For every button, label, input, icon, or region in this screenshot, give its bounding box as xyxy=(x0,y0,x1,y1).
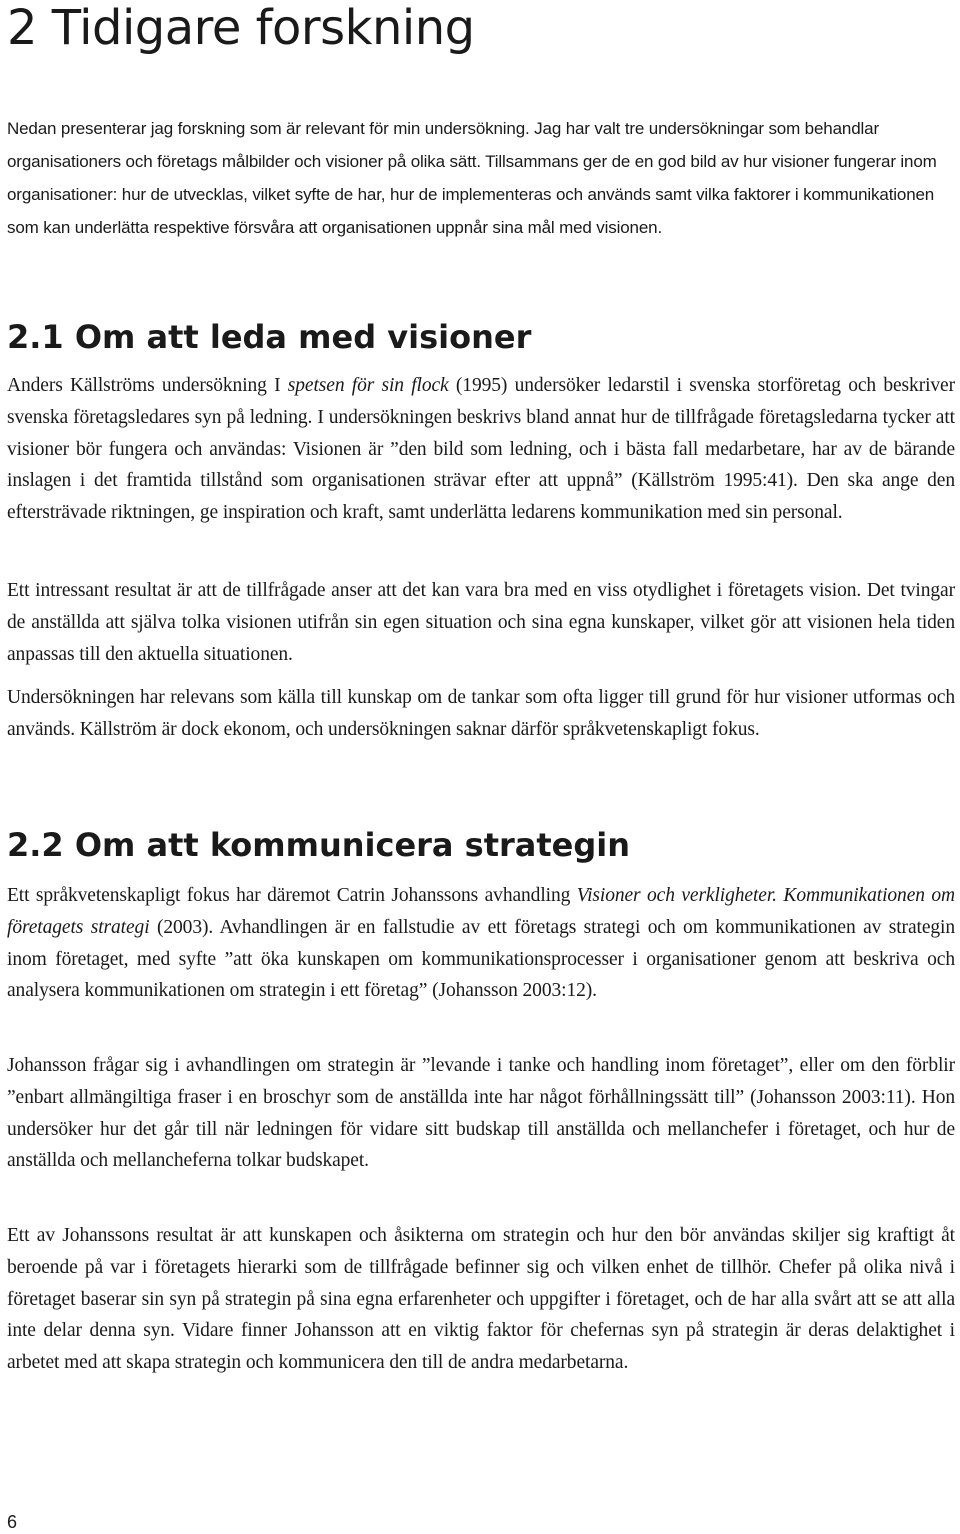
book-title-italic: spetsen för sin flock xyxy=(287,375,449,396)
chapter-title: 2 Tidigare forskning xyxy=(7,0,475,56)
section-title-2-1: 2.1 Om att leda med visioner xyxy=(7,318,532,356)
paragraph-text: (1995) undersöker ledarstil i svenska storföretag och beskriver svenska företagsledares syn på ledning. I undersökningen beskrivs bland annat hur de tillfrågade företagsledarna tycker att visioner bör fungera och användas: Visionen är ”den bild som ledning, och i bästa fall medarbetare, har av de bärande inslagen i det framtida tillstånd som organisationen strävar efter att uppnå” (Källström 1995:41). Den ska ange den eftersträvade riktningen, ge inspiration och kraft, samt underlätta ledarens kommunikation med sin personal. xyxy=(7,375,956,524)
section-2-1-paragraph-3: Undersökningen har relevans som källa till kunskap om de tankar som ofta ligger till grund för hur visioner utformas och används. Källström är dock ekonom, och undersökningen saknar därför språkvetenskapligt fokus. xyxy=(7,687,955,740)
dissertation-title-italic: Visioner och verkligheter. Kommunikationen om företagets strategi xyxy=(7,885,955,938)
paragraph-text: Anders Källströms undersökning I xyxy=(7,375,288,396)
paragraph-text: (2003). Avhandlingen är en fallstudie av ett företags strategi och om kommunikationen av strategin inom företaget, med syfte ”att öka kunskapen om kommunikationsprocesser i organisationer genom att beskriva och analysera kommunikationen om strategin i ett företag” (Johansson 2003:12). xyxy=(7,916,955,1002)
section-2-2-paragraph-1 xyxy=(7,880,955,1007)
section-2-1-paragraph-1 xyxy=(7,370,955,529)
page-number: 6 xyxy=(7,1512,18,1532)
section-2-2-paragraph-3: Ett av Johanssons resultat är att kunskapen och åsikterna om strategin och hur den bör användas skiljer sig kraftigt åt beroende på var i företagets hierarki som de tillfrågade befinner sig och vilken enhet de tillhör. Chefer på olika nivå i företaget baserar sin syn på strategin på sina egna erfarenheter och uppgifter i företaget, och de har alla svårt att se att alla inte delar denna syn. Vidare finner Johansson att en viktig faktor för chefernas syn på strategin är deras delaktighet i arbetet med att skapa strategin och kommunicera den till de andra medarbetarna. xyxy=(7,1225,955,1374)
section-2-1-paragraph-2: Ett intressant resultat är att de tillfrågade anser att det kan vara bra med en viss otydlighet i företagets vision. Det tvingar de anställda att själva tolka visionen utifrån sin egen situation och sina egna kunskaper, vilket gör att visionen hela tiden anpassas till den aktuella situationen. xyxy=(7,580,955,665)
section-title-2-2: 2.2 Om att kommunicera strategin xyxy=(7,826,631,864)
paragraph-text: Ett språkvetenskapligt fokus har däremot Catrin Johanssons avhandling xyxy=(7,885,577,906)
chapter-intro-paragraph: Nedan presenterar jag forskning som är relevant för min undersökning. Jag har valt tre undersökningar som behandlar organisationers och företags målbilder och visioner på olika sätt. Tillsammans ger de en god bild av hur visioner fungerar inom organisationer: hur de utvecklas, vilket syfte de har, hur de implementeras och används samt vilka faktorer i kommunikationen som kan underlätta respektive försvåra att organisationen uppnår sina mål med visionen. xyxy=(7,119,937,237)
section-2-2-paragraph-2: Johansson frågar sig i avhandlingen om strategin är ”levande i tanke och handling inom företaget”, eller om den förblir ”enbart allmängiltiga fraser i en broschyr som de anställda inte har något förhållningssätt till” (Johansson 2003:11). Hon undersöker hur det går till när ledningen för vidare sitt budskap till anställda och mellanchefer i företaget, och hur de anställda och mellancheferna tolkar budskapet. xyxy=(7,1055,955,1172)
